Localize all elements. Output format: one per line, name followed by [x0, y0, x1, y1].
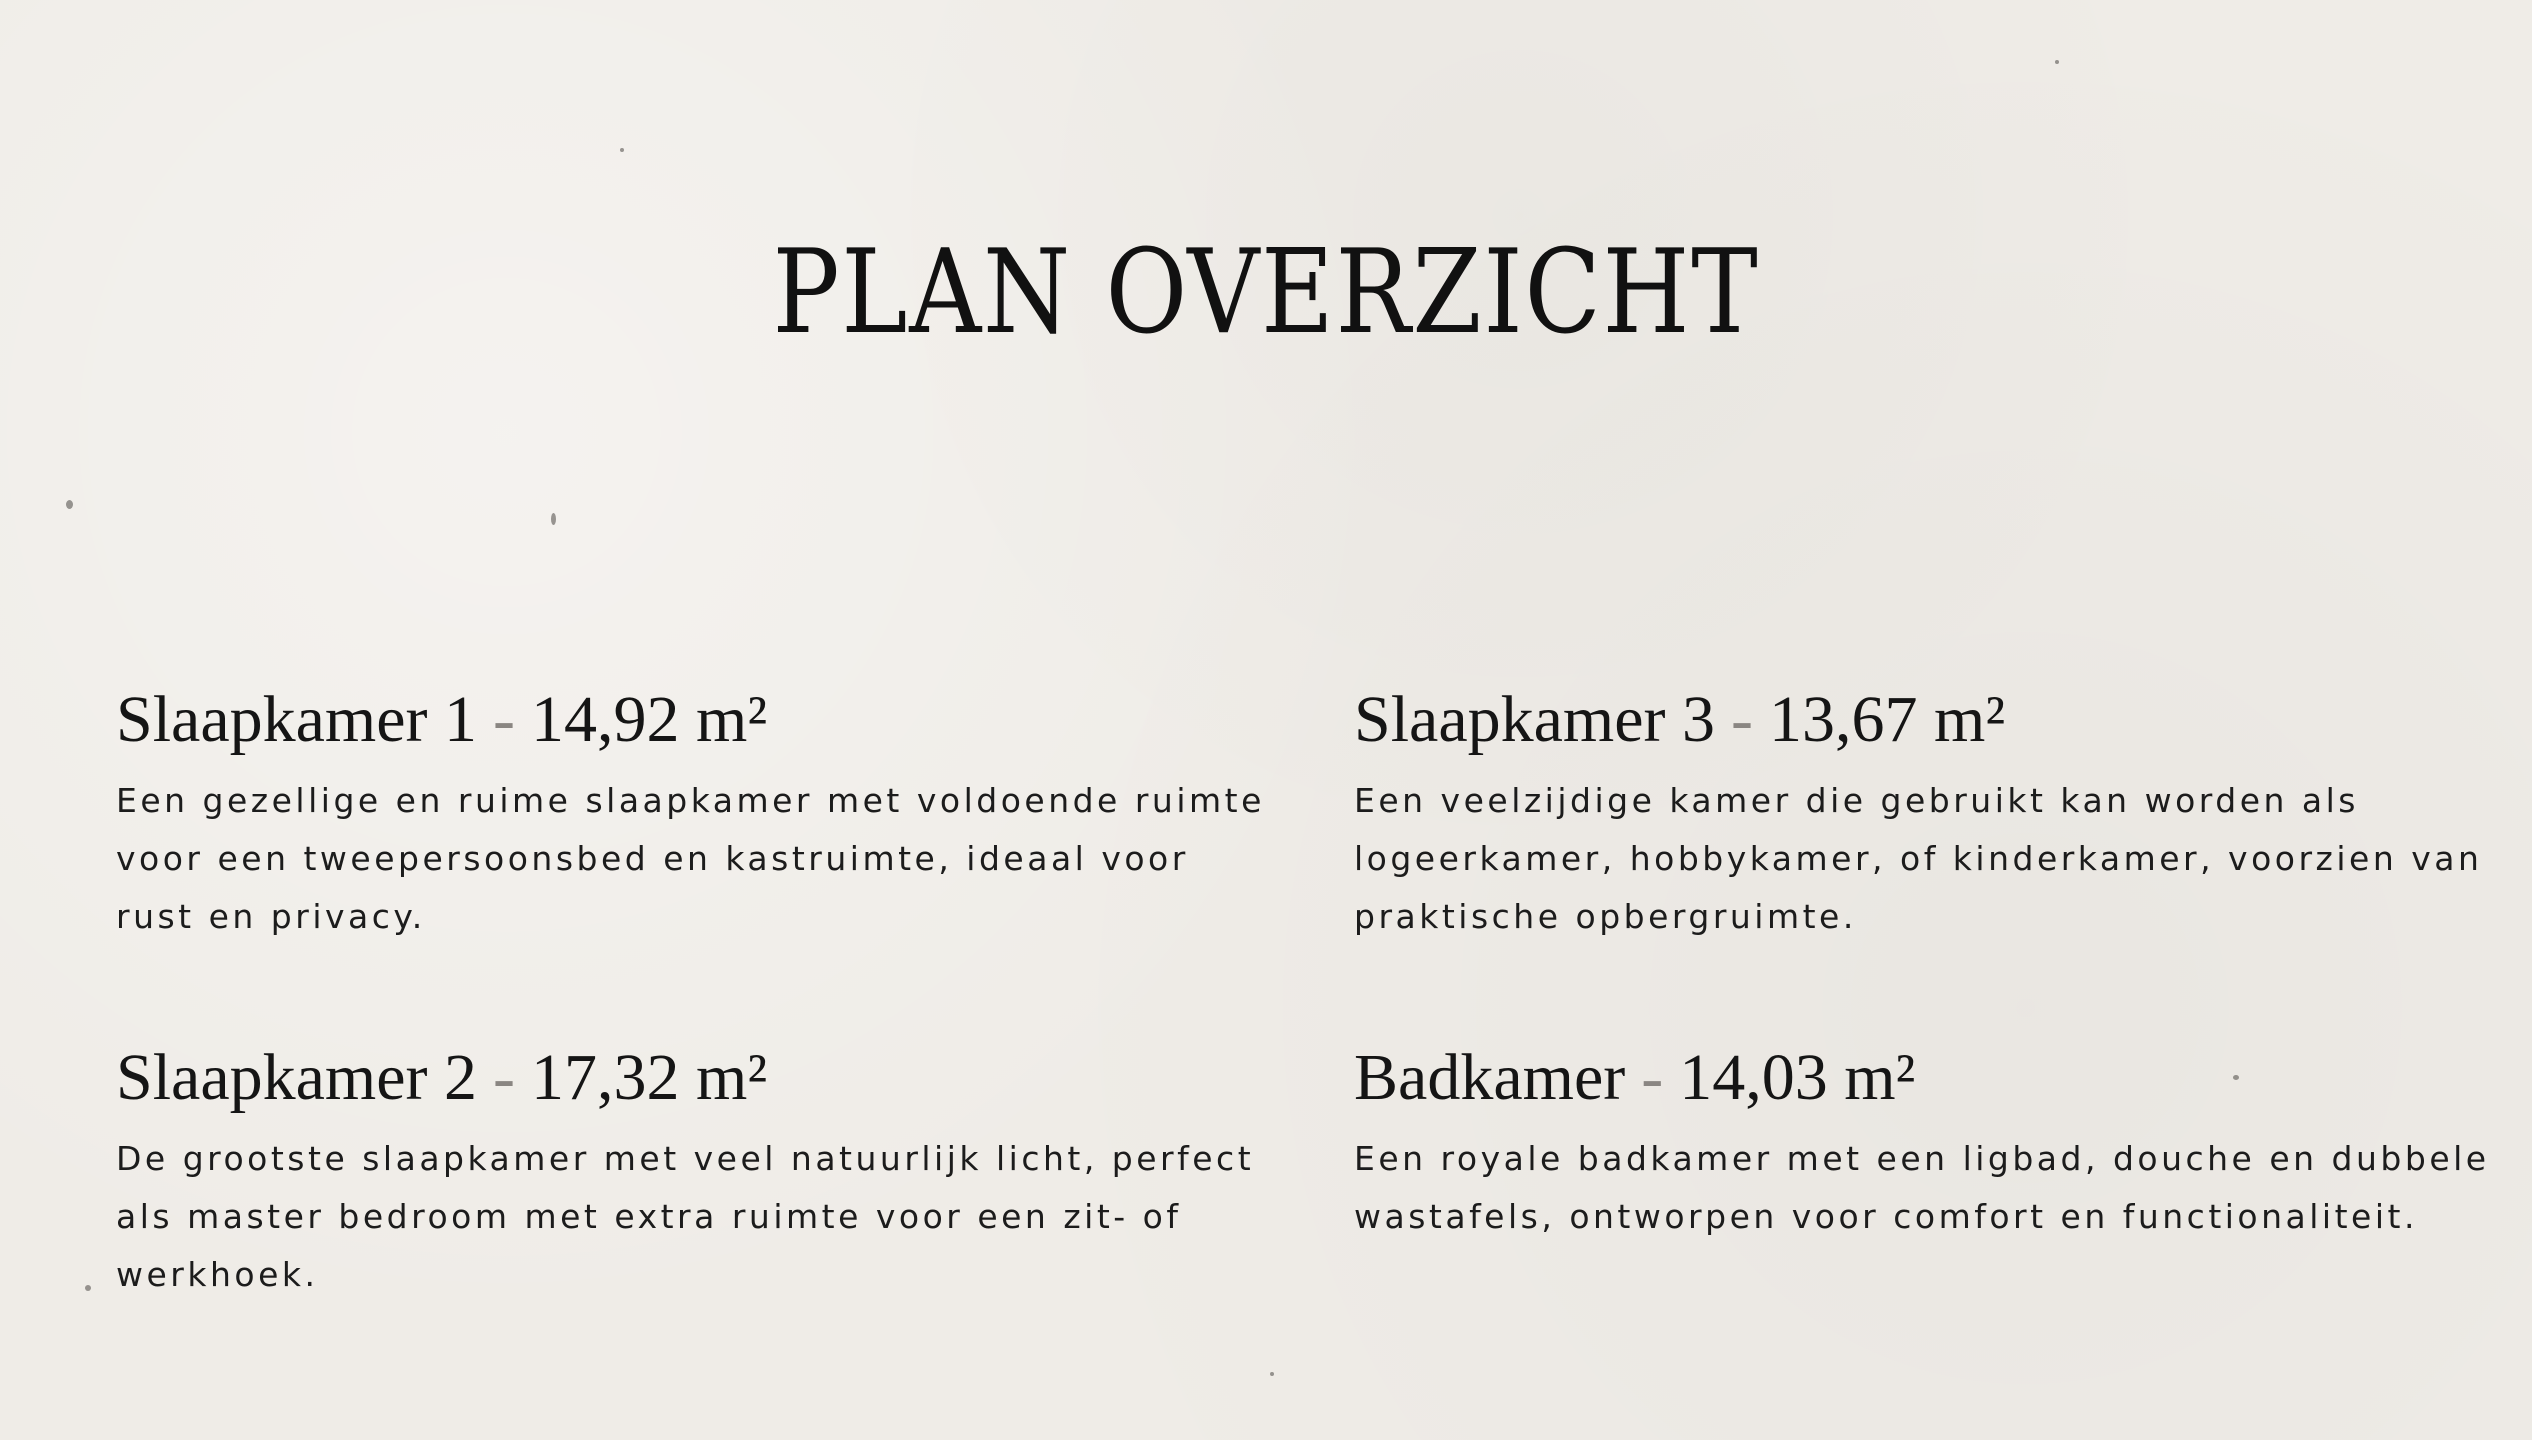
room-size: 17,32 m² — [531, 1041, 768, 1114]
room-separator: - — [493, 1041, 516, 1114]
room-description: Een gezellige en ruime slaapkamer met voldoende ruimte voor een tweepersoonsbed en kastruimte, ideaal voor rust en privacy. — [116, 781, 1265, 936]
room-block-slaapkamer-2 — [116, 1036, 1266, 1304]
room-name: Badkamer — [1354, 1041, 1626, 1114]
room-heading — [1354, 1036, 2504, 1120]
room-block-badkamer — [1354, 1036, 2504, 1246]
page-title: PLAN OVERZICHT — [772, 225, 1760, 360]
room-description: De grootste slaapkamer met veel natuurlijk licht, perfect als master bedroom met extra ruimte voor een zit- of werkhoek. — [116, 1139, 1255, 1294]
room-separator: - — [1731, 683, 1754, 756]
room-size: 14,03 m² — [1679, 1041, 1916, 1114]
room-separator: - — [493, 683, 516, 756]
room-separator: - — [1641, 1041, 1664, 1114]
paper-speck — [85, 1285, 91, 1291]
paper-speck — [620, 148, 624, 152]
room-description: Een veelzijdige kamer die gebruikt kan worden als logeerkamer, hobbykamer, of kinderkamer, voorzien van praktische opbergruimte. — [1354, 781, 2483, 936]
room-name: Slaapkamer 3 — [1354, 683, 1716, 756]
room-size: 14,92 m² — [531, 683, 768, 756]
room-heading — [1354, 678, 2504, 762]
room-block-slaapkamer-1 — [116, 678, 1266, 946]
paper-speck — [1270, 1372, 1274, 1376]
room-block-slaapkamer-3 — [1354, 678, 2504, 946]
room-name: Slaapkamer 2 — [116, 1041, 478, 1114]
paper-speck — [66, 500, 73, 509]
room-size: 13,67 m² — [1769, 683, 2006, 756]
room-name: Slaapkamer 1 — [116, 683, 478, 756]
room-description: Een royale badkamer met een ligbad, douche en dubbele wastafels, ontworpen voor comfort en functionaliteit. — [1354, 1139, 2490, 1236]
room-heading — [116, 1036, 1266, 1120]
room-heading — [116, 678, 1266, 762]
paper-speck — [2055, 60, 2059, 64]
paper-speck — [551, 513, 556, 525]
